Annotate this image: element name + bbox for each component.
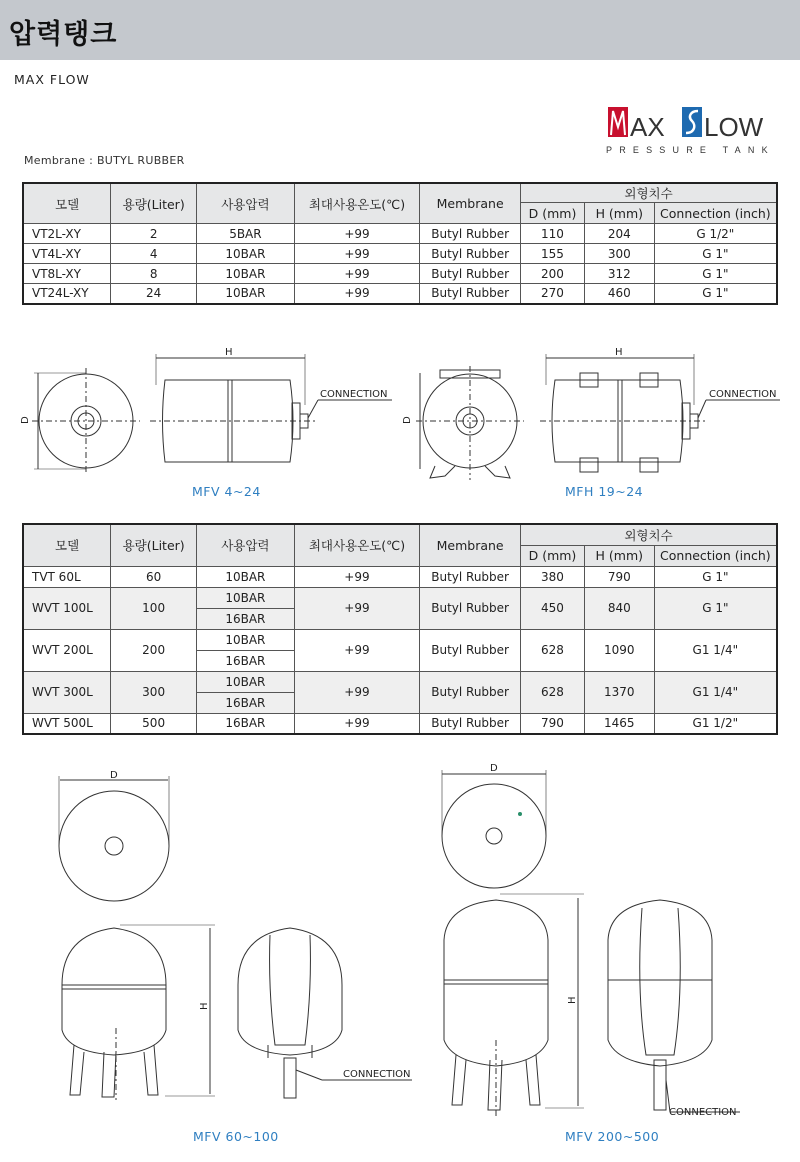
cell-d: 380: [521, 566, 585, 587]
header-d: D (mm): [521, 545, 585, 566]
mfv-medium-top-view: [59, 776, 169, 901]
cell-model: VT8L-XY: [23, 264, 111, 284]
header-temp: 최대사용온도(℃): [294, 183, 419, 224]
header-conn: Connection (inch): [654, 203, 777, 224]
table-row: [23, 713, 777, 734]
cell-conn: G 1": [654, 264, 777, 284]
table-row: [23, 629, 777, 650]
cell-conn: G1 1/4": [654, 671, 777, 713]
cell-membrane: Butyl Rubber: [420, 713, 521, 734]
cell-h: 1090: [584, 629, 654, 671]
cell-h: 312: [584, 264, 654, 284]
cell-d: 628: [521, 629, 585, 671]
header-model: 모델: [23, 524, 111, 566]
cell-conn: G 1/2": [654, 224, 777, 244]
dim-h-label: H: [199, 1002, 210, 1010]
cell-capacity: 300: [111, 671, 197, 713]
cell-capacity: 24: [111, 284, 197, 304]
brand-line: MAX FLOW: [14, 72, 90, 87]
cell-h: 460: [584, 284, 654, 304]
cell-pressure: 10BAR: [197, 244, 295, 264]
caption-mfv-200-500: MFV 200~500: [565, 1129, 660, 1144]
cell-membrane: Butyl Rubber: [420, 587, 521, 629]
cell-temp: +99: [294, 587, 420, 629]
cell-h: 1465: [584, 713, 654, 734]
cell-model: VT24L-XY: [23, 284, 111, 304]
cell-temp: +99: [294, 566, 420, 587]
table-row: [23, 244, 777, 264]
header-temp: 최대사용온도(℃): [294, 524, 420, 566]
dim-d-label: D: [490, 763, 498, 774]
membrane-note: Membrane : BUTYL RUBBER: [24, 154, 185, 167]
cell-temp: +99: [294, 264, 419, 284]
mfv-small-front-view: [32, 368, 140, 474]
cell-membrane: Butyl Rubber: [420, 244, 521, 264]
svg-text:AX: AX: [630, 112, 665, 142]
header-dims: 외형치수: [521, 524, 777, 545]
cell-capacity: 500: [111, 713, 197, 734]
cell-model: WVT 300L: [23, 671, 111, 713]
dim-h-label: H: [567, 996, 578, 1004]
cell-d: 628: [521, 671, 585, 713]
svg-text:LOW: LOW: [704, 112, 764, 142]
header-membrane: Membrane: [420, 183, 521, 224]
table-row: [23, 671, 777, 692]
cell-capacity: 100: [111, 587, 197, 629]
cell-d: 155: [521, 244, 585, 264]
header-capacity: 용량(Liter): [111, 524, 197, 566]
title-bar: [0, 0, 800, 60]
header-d: D (mm): [521, 203, 585, 224]
cell-d: 200: [521, 264, 585, 284]
cell-pressure: 10BAR: [197, 587, 295, 608]
dim-h-label: H: [615, 347, 623, 358]
dim-d-label: D: [20, 416, 31, 424]
cell-pressure: 10BAR: [197, 671, 295, 692]
cell-d: 450: [521, 587, 585, 629]
mfh-side-view: [540, 354, 780, 472]
cell-d: 790: [521, 713, 585, 734]
mfv-medium-section-view: [238, 928, 412, 1098]
connection-label: CONNECTION: [669, 1107, 737, 1118]
cell-conn: G1 1/4": [654, 629, 777, 671]
table-row: [23, 284, 777, 304]
cell-conn: G 1": [654, 244, 777, 264]
mfv-large-top-view: [442, 770, 546, 888]
cell-capacity: 200: [111, 629, 197, 671]
dim-d-label: D: [402, 416, 413, 424]
header-h: H (mm): [584, 203, 654, 224]
cell-model: VT4L-XY: [23, 244, 111, 264]
cell-pressure: 16BAR: [197, 692, 295, 713]
cell-model: WVT 100L: [23, 587, 111, 629]
header-model: 모델: [23, 183, 111, 224]
table-row: [23, 224, 777, 244]
cell-d: 110: [521, 224, 585, 244]
caption-mfv-60-100: MFV 60~100: [193, 1129, 279, 1144]
header-pressure: 사용압력: [197, 524, 295, 566]
cell-membrane: Butyl Rubber: [420, 284, 521, 304]
header-dims: 외형치수: [521, 183, 777, 203]
header-membrane: Membrane: [420, 524, 521, 566]
cell-h: 204: [584, 224, 654, 244]
cell-pressure: 10BAR: [197, 629, 295, 650]
cell-membrane: Butyl Rubber: [420, 264, 521, 284]
table-row: [23, 566, 777, 587]
cell-capacity: 8: [111, 264, 197, 284]
dim-h-label: H: [225, 347, 233, 358]
cell-temp: +99: [294, 284, 419, 304]
mfv-large-front-view: [444, 894, 584, 1118]
cell-conn: G1 1/2": [654, 713, 777, 734]
cell-capacity: 2: [111, 224, 197, 244]
cell-model: WVT 200L: [23, 629, 111, 671]
cell-temp: +99: [294, 224, 419, 244]
table-row: [23, 264, 777, 284]
dim-d-label: D: [110, 770, 118, 781]
cell-membrane: Butyl Rubber: [420, 671, 521, 713]
cell-d: 270: [521, 284, 585, 304]
cell-capacity: 4: [111, 244, 197, 264]
cell-conn: G 1": [654, 587, 777, 629]
cell-pressure: 10BAR: [197, 566, 295, 587]
cell-temp: +99: [294, 629, 420, 671]
cell-temp: +99: [294, 671, 420, 713]
cell-capacity: 60: [111, 566, 197, 587]
spec-table-small: [22, 182, 778, 305]
table-row: [23, 587, 777, 608]
cell-pressure: 16BAR: [197, 713, 295, 734]
svg-text:PRESSURE TANK: PRESSURE TANK: [606, 145, 775, 155]
cell-membrane: Butyl Rubber: [420, 629, 521, 671]
spec-table-large: [22, 523, 778, 735]
mfv-small-side-view: [150, 354, 392, 462]
cell-membrane: Butyl Rubber: [420, 566, 521, 587]
cell-pressure: 16BAR: [197, 650, 295, 671]
cell-h: 1370: [584, 671, 654, 713]
cell-model: WVT 500L: [23, 713, 111, 734]
cell-conn: G 1": [654, 566, 777, 587]
cell-pressure: 10BAR: [197, 284, 295, 304]
connection-label: CONNECTION: [320, 389, 388, 400]
cell-h: 300: [584, 244, 654, 264]
mfv-medium-front-view: [62, 925, 215, 1100]
connection-label: CONNECTION: [709, 389, 777, 400]
cell-pressure: 5BAR: [197, 224, 295, 244]
mfv-large-section-view: [608, 900, 740, 1112]
cell-membrane: Butyl Rubber: [420, 224, 521, 244]
cell-pressure: 16BAR: [197, 608, 295, 629]
header-pressure: 사용압력: [197, 183, 295, 224]
cell-h: 840: [584, 587, 654, 629]
mfh-front-view: [416, 366, 524, 480]
cell-temp: +99: [294, 244, 419, 264]
caption-mfv-4-24: MFV 4~24: [192, 484, 261, 499]
cell-temp: +99: [294, 713, 420, 734]
header-conn: Connection (inch): [654, 545, 777, 566]
header-h: H (mm): [584, 545, 654, 566]
connection-label: CONNECTION: [343, 1069, 411, 1080]
cell-model: TVT 60L: [23, 566, 111, 587]
caption-mfh-19-24: MFH 19~24: [565, 484, 644, 499]
page-title: 압력탱크: [9, 19, 118, 50]
cell-conn: G 1": [654, 284, 777, 304]
cell-model: VT2L-XY: [23, 224, 111, 244]
cell-pressure: 10BAR: [197, 264, 295, 284]
maxflow-logo: [600, 105, 780, 160]
cell-h: 790: [584, 566, 654, 587]
header-capacity: 용량(Liter): [111, 183, 197, 224]
